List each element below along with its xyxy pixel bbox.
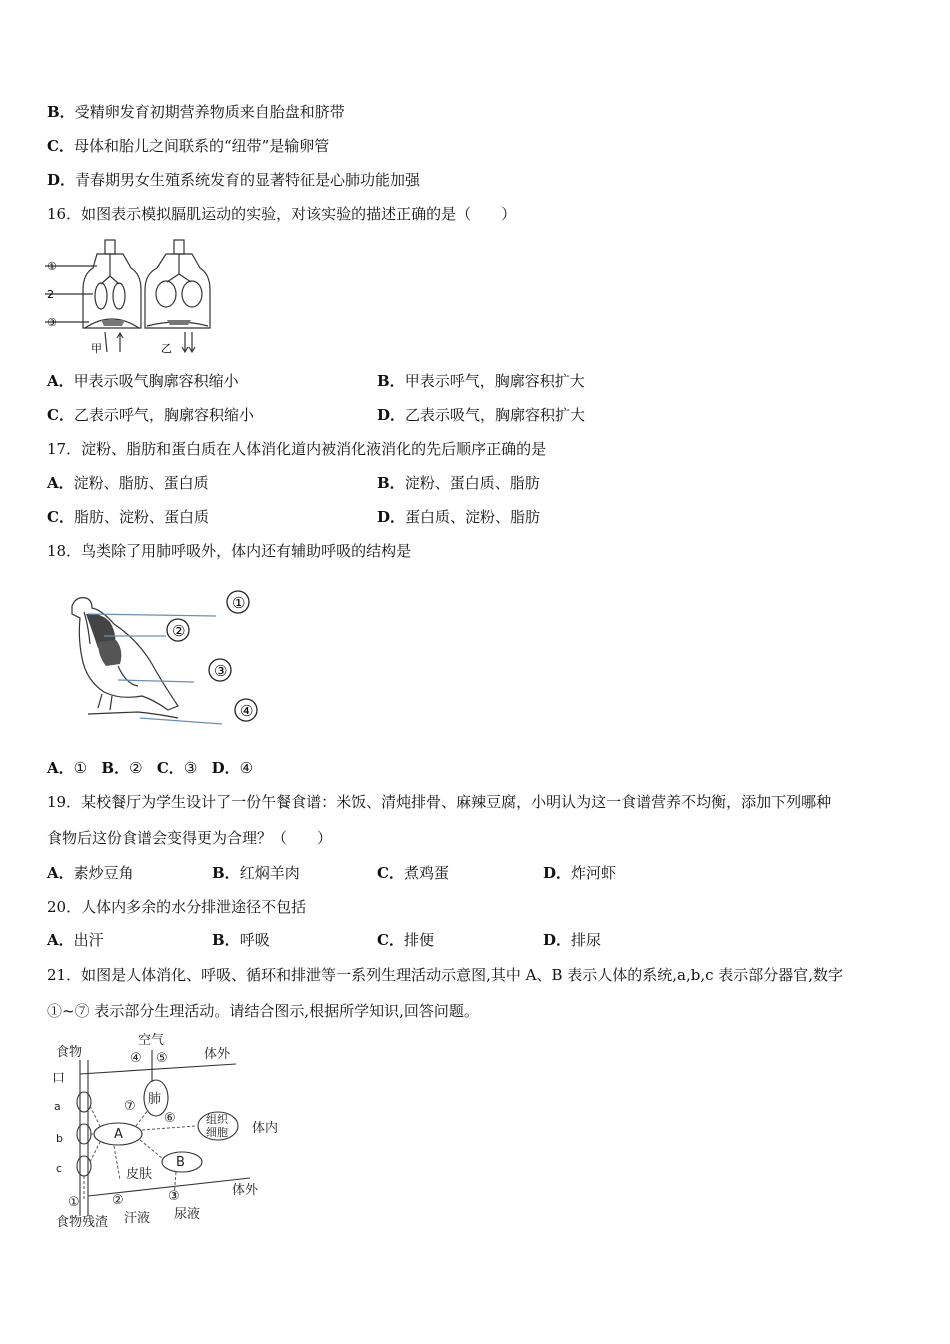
dg-feces: 食物残渣 (56, 1215, 109, 1230)
q19-stem-line2: 食物后这份食谱会变得更为合理？（ ） (47, 829, 333, 847)
dg-a: a (54, 1100, 61, 1113)
dg-outside1: 体外 (204, 1047, 231, 1062)
q15-option-d: D．青春期男女生殖系统发育的显著特征是心肺功能加强 (47, 171, 421, 189)
q19-option-d: D．炸河虾 (543, 864, 617, 882)
dg-n2: ② (112, 1193, 124, 1208)
dg-food: 食物 (56, 1045, 83, 1060)
dg-n6: ⑥ (164, 1111, 176, 1126)
dg-urine: 尿液 (174, 1207, 201, 1222)
q21-stem-line2: ①~⑦ 表示部分生理活动。请结合图示,根据所学知识,回答问题。 (47, 1002, 479, 1020)
dg-tissue1: 组织 (206, 1113, 228, 1126)
dg-tissue2: 细胞 (206, 1126, 228, 1139)
dg-lung: 肺 (148, 1092, 162, 1107)
bird-label-4: ④ (240, 702, 254, 720)
bird-label-3: ③ (214, 662, 228, 680)
q16-option-c: C．乙表示呼气，胸廓容积缩小 (47, 406, 254, 424)
q17-option-b: B．淀粉、蛋白质、脂肪 (377, 474, 540, 492)
q16-option-a: A．甲表示吸气胸廓容积缩小 (47, 372, 239, 390)
q17-option-a: A．淀粉、脂肪、蛋白质 (47, 474, 209, 492)
q19-option-b: B．红焖羊肉 (212, 864, 300, 882)
q19-option-a: A．素炒豆角 (47, 864, 134, 882)
label-yi: 乙 (161, 342, 172, 355)
bird-label-2: ② (172, 622, 186, 640)
dg-n5: ⑤ (156, 1051, 168, 1066)
dg-n7: ⑦ (124, 1099, 136, 1114)
dg-b: b (56, 1132, 63, 1145)
dg-sweat: 汗液 (124, 1211, 151, 1226)
q18-options: A．① B．② C．③ D．④ (47, 759, 254, 777)
dg-mouth: 口 (52, 1071, 66, 1086)
dg-B: B (176, 1155, 185, 1170)
q21-stem-line1: 21．如图是人体消化、呼吸、循环和排泄等一系列生理活动示意图,其中 A、B 表示人体的系统,a,b,c 表示部分器官,数字 (47, 966, 844, 984)
dg-outside2: 体外 (232, 1183, 259, 1198)
q16-option-b: B．甲表示呼气，胸廓容积扩大 (377, 372, 585, 390)
q17-option-d: D．蛋白质、淀粉、脂肪 (377, 508, 541, 526)
q17-stem: 17．淀粉、脂肪和蛋白质在人体消化道内被消化液消化的先后顺序正确的是 (47, 440, 547, 458)
bird-label-1: ① (232, 594, 246, 612)
q19-option-c: C．煮鸡蛋 (377, 864, 449, 882)
q20-stem: 20．人体内多余的水分排泄途径不包括 (47, 898, 307, 916)
dg-n1: ① (68, 1195, 80, 1210)
bird-air-sac-figure (58, 584, 268, 728)
label-1: ① (47, 260, 57, 273)
q16-stem: 16．如图表示模拟膈肌运动的实验，对该实验的描述正确的是（ ） (47, 205, 517, 223)
label-3: ③ (47, 316, 57, 329)
bell-jar-diaphragm-figure (45, 234, 215, 358)
dg-skin: 皮肤 (126, 1167, 153, 1182)
q20-option-d: D．排尿 (543, 931, 602, 949)
q18-stem: 18．鸟类除了用肺呼吸外，体内还有辅助呼吸的结构是 (47, 542, 412, 560)
physiology-diagram (44, 1030, 294, 1234)
dg-inside: 体内 (252, 1121, 279, 1136)
dg-air: 空气 (138, 1033, 165, 1048)
q16-option-d: D．乙表示吸气，胸廓容积扩大 (377, 406, 586, 424)
q20-option-b: B．呼吸 (212, 931, 270, 949)
q15-option-c: C．母体和胎儿之间联系的“纽带”是输卵管 (47, 137, 330, 155)
dg-n3: ③ (168, 1189, 180, 1204)
dg-n4: ④ (130, 1051, 142, 1066)
q20-option-a: A．出汗 (47, 931, 104, 949)
q20-option-c: C．排便 (377, 931, 434, 949)
q19-stem-line1: 19．某校餐厅为学生设计了一份午餐食谱：米饭、清炖排骨、麻辣豆腐，小明认为这一食谱营养不均衡，添加下列哪种 (47, 793, 832, 811)
dg-A: A (114, 1127, 123, 1142)
dg-c: c (56, 1162, 63, 1175)
label-2: 2 (47, 288, 54, 301)
q17-option-c: C．脂肪、淀粉、蛋白质 (47, 508, 209, 526)
q15-option-b: B．受精卵发育初期营养物质来自胎盘和脐带 (47, 103, 345, 121)
label-jia: 甲 (91, 342, 102, 355)
